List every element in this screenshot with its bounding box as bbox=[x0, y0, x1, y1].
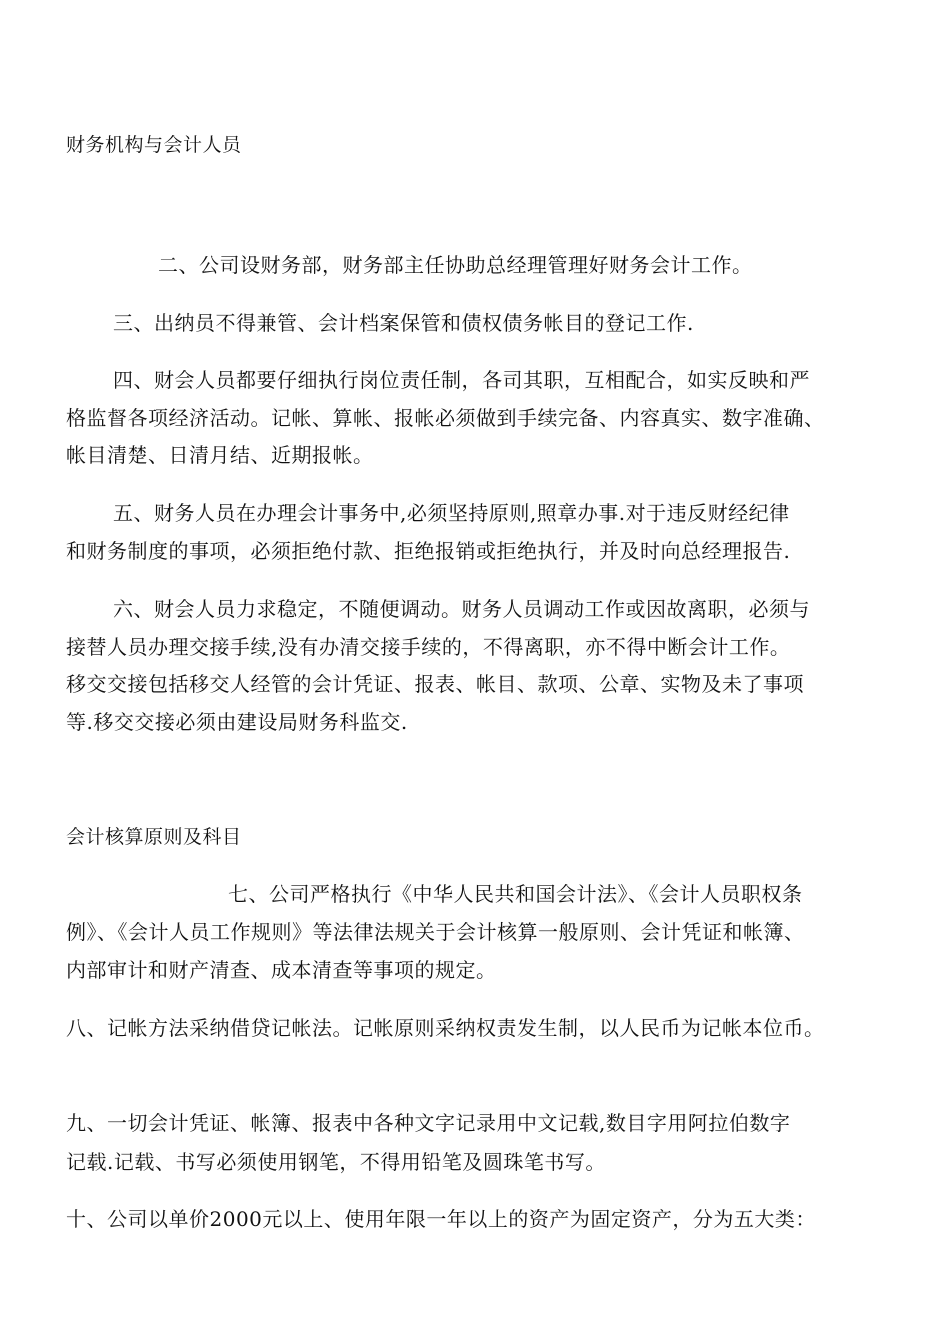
paragraph-9-line-1: 九、一切会计凭证、帐簿、报表中各种文字记录用中文记载,数目字用阿拉伯数字 bbox=[66, 1111, 791, 1135]
paragraph-7-line-1: 七、公司严格执行《中华人民共和国会计法》、《会计人员职权条 bbox=[228, 882, 803, 906]
paragraph-8: 八、记帐方法采纳借贷记帐法。记帐原则采纳权责发生制，以人民币为记帐本位币。 bbox=[66, 1016, 825, 1040]
paragraph-4-line-3: 帐目清楚、日清月结、近期报帐。 bbox=[66, 443, 374, 467]
section-heading-finance-org: 财务机构与会计人员 bbox=[66, 134, 242, 156]
paragraph-3: 三、出纳员不得兼管、会计档案保管和债权债务帐目的登记工作. bbox=[113, 311, 694, 335]
paragraph-6-line-4: 等.移交交接必须由建设局财务科监交. bbox=[66, 710, 408, 734]
paragraph-9-line-2: 记载.记载、书写必须使用钢笔，不得用铅笔及圆珠笔书写。 bbox=[66, 1150, 606, 1174]
paragraph-4-line-1: 四、财会人员都要仔细执行岗位责任制，各司其职，互相配合，如实反映和严 bbox=[113, 368, 810, 392]
paragraph-4-line-2: 格监督各项经济活动。记帐、算帐、报帐必须做到手续完备、内容真实、数字准确、 bbox=[66, 406, 825, 430]
paragraph-6-line-1: 六、财会人员力求稳定，不随便调动。财务人员调动工作或因故离职，必须与 bbox=[113, 597, 810, 621]
paragraph-5-line-2: 和财务制度的事项，必须拒绝付款、拒绝报销或拒绝执行，并及时向总经理报告. bbox=[66, 539, 791, 563]
paragraph-7-line-2: 例》、《会计人员工作规则》等法律法规关于会计核算一般原则、会计凭证和帐簿、 bbox=[66, 920, 805, 944]
section-heading-accounting-principles: 会计核算原则及科目 bbox=[66, 826, 242, 848]
paragraph-10: 十、公司以单价2000元以上、使用年限一年以上的资产为固定资产，分为五大类： bbox=[66, 1207, 816, 1231]
paragraph-5-line-1: 五、财务人员在办理会计事务中,必须坚持原则,照章办事.对于违反财经纪律 bbox=[113, 501, 790, 525]
paragraph-6-line-3: 移交交接包括移交人经管的会计凭证、报表、帐目、款项、公章、实物及未了事项 bbox=[66, 672, 804, 696]
paragraph-6-line-2: 接替人员办理交接手续,没有办清交接手续的，不得离职，亦不得中断会计工作。 bbox=[66, 635, 791, 659]
paragraph-7-line-3: 内部审计和财产清查、成本清查等事项的规定。 bbox=[66, 958, 497, 982]
paragraph-2: 二、公司设财务部，财务部主任协助总经理管理好财务会计工作。 bbox=[158, 253, 753, 277]
